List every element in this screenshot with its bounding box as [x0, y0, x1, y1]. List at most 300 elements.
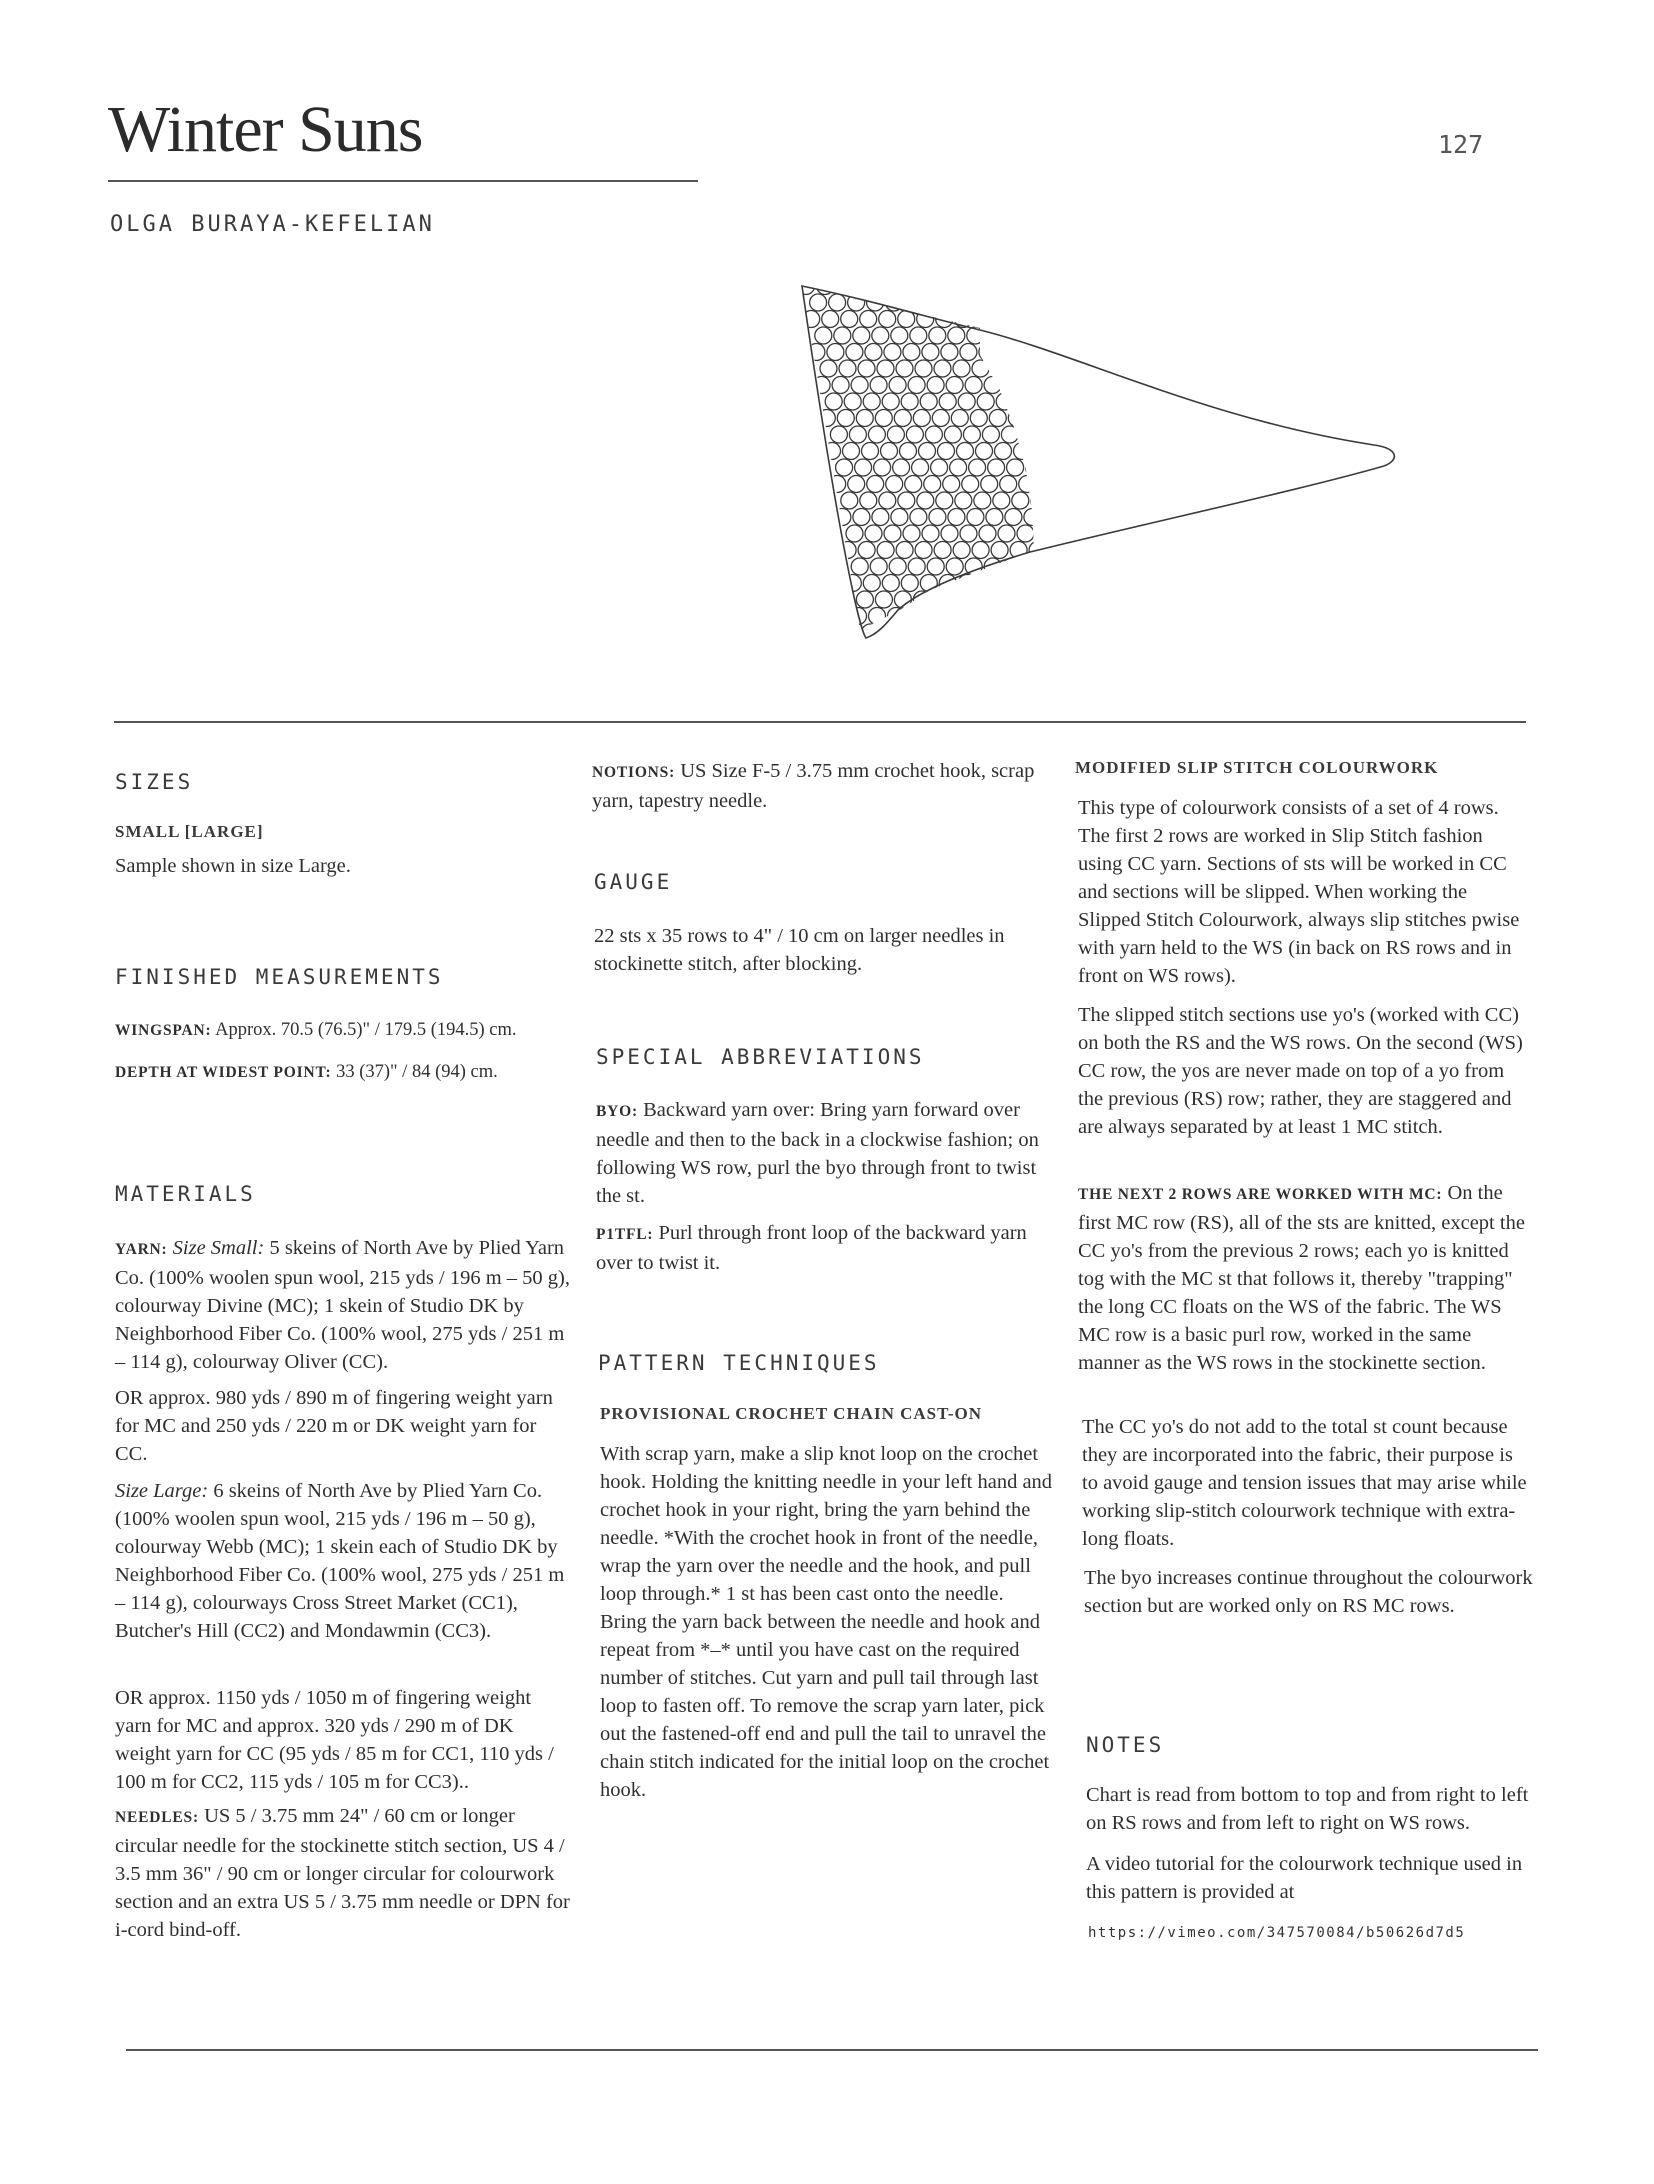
or-large-paragraph: OR approx. 1150 yds / 1050 m of fingering weight yarn for MC and approx. 320 yds / 290 m of DK weight yarn for CC (95 yds / 85 m for CC1, 110 yds / 100 m for CC2, 115 yds / 105 m for CC3)..	[115, 1687, 554, 1793]
dot	[853, 327, 870, 344]
dot	[976, 443, 993, 460]
colourwork-paragraph-1: This type of colourwork consists of a set of 4 rows. The first 2 rows are worked in Slip Stitch fashion using CC yarn. Sections of sts will be worked in CC and sections will be slipped. When working the Slipped Stitch Colourwork, always slip stitches pwise with yarn held to the WS (in back on RS rows and in front on WS rows).	[1078, 797, 1520, 987]
dot	[953, 360, 970, 377]
dot	[898, 311, 915, 328]
dot	[1103, 591, 1120, 608]
yarn-text: 5 skeins of North Ave by Plied Yarn Co. (100% woolen spun wool, 215 yds / 196 m – 50 g), colourway Divine (MC); 1 skein of Studio DK by Neighborhood Fiber Co. (100% wool, 275 yds / 251 m – 114 g), colourway Oliver (CC).	[115, 1237, 570, 1373]
dot	[1097, 608, 1114, 625]
dot	[1024, 327, 1041, 344]
dot	[1031, 492, 1048, 509]
dot	[1015, 575, 1032, 592]
dot	[1072, 393, 1089, 410]
dot	[1081, 509, 1098, 526]
dot	[1091, 575, 1108, 592]
pattern-techniques-heading: PATTERN TECHNIQUES	[598, 1351, 880, 1375]
dot	[868, 426, 885, 443]
byo-label: BYO:	[596, 1103, 638, 1120]
dot	[1046, 410, 1063, 427]
dot	[964, 608, 981, 625]
dot	[896, 542, 913, 559]
cast-on-text: With scrap yarn, make a slip knot loop on the crochet hook. Holding the knitting needle in your left hand and crochet hook in your right, bring the yarn behind the needle. *With the crochet hook in front of the needle, wrap the yarn over the needle and the hook, and pull loop through.* 1 st has been cast onto the needle. Bring the yarn back between the needle and hook and repeat from *–* until you have cast on the required number of stitches. Cut yarn and pull tail through last loop to fasten off. To remove the scrap yarn later, pick out the fastened-off end and pull the tail to unravel the chain stitch indicated for the initial loop on the crochet hook.	[600, 1443, 1053, 1801]
dot	[1055, 525, 1072, 542]
colourwork-paragraph-5: The byo increases continue throughout the colourwork section but are worked only on RS MC rows.	[1084, 1567, 1533, 1617]
dot	[1045, 278, 1062, 295]
dot	[1000, 294, 1017, 311]
dot	[1026, 278, 1043, 295]
dot	[1033, 624, 1050, 641]
dot	[955, 311, 972, 328]
dot	[1005, 509, 1022, 526]
dot	[960, 525, 977, 542]
dot	[976, 624, 993, 641]
dot	[889, 377, 906, 394]
page-title: Winter Suns	[108, 93, 423, 166]
dot	[1078, 608, 1095, 625]
dot	[929, 509, 946, 526]
p1tfl-paragraph	[596, 1219, 1051, 1277]
dot	[953, 542, 970, 559]
dot	[836, 278, 853, 295]
dot	[879, 311, 896, 328]
sizes-text: Sample shown in size Large.	[115, 855, 351, 877]
dot	[1014, 624, 1031, 641]
dot	[958, 575, 975, 592]
dot	[1059, 608, 1076, 625]
author-name: OLGA BURAYA-KEFELIAN	[110, 212, 435, 237]
dot	[891, 327, 908, 344]
dot	[969, 278, 986, 295]
dot	[1098, 558, 1115, 575]
dot	[995, 624, 1012, 641]
shawl-dot-pattern-icon	[780, 270, 1420, 650]
byo-text: Backward yarn over: Bring yarn forward over needle and then to the back in a clockwise fashion; on following WS row, purl the byo through front to twist the st.	[596, 1099, 1039, 1207]
dot	[1067, 542, 1084, 559]
dot	[920, 393, 937, 410]
dot	[1053, 393, 1070, 410]
dot	[917, 492, 934, 509]
dot	[1039, 426, 1056, 443]
dot	[991, 542, 1008, 559]
notes-paragraph-1: Chart is read from bottom to top and from right to left on RS rows and from left to right on WS rows.	[1086, 1784, 1529, 1834]
title-divider	[108, 180, 698, 182]
dot	[1027, 591, 1044, 608]
dot	[882, 575, 899, 592]
dot	[1077, 426, 1094, 443]
dot	[870, 377, 887, 394]
dot	[979, 525, 996, 542]
dot	[938, 624, 955, 641]
dot	[872, 327, 889, 344]
dot	[1010, 360, 1027, 377]
depth-value: 33 (37)" / 84 (94) cm.	[336, 1062, 498, 1082]
dot	[863, 575, 880, 592]
dot	[1019, 476, 1036, 493]
dot	[1065, 410, 1082, 427]
dot	[988, 459, 1005, 476]
dot	[1071, 443, 1088, 460]
dot	[1015, 393, 1032, 410]
dot	[1050, 311, 1067, 328]
dot	[900, 624, 917, 641]
dot	[1057, 294, 1074, 311]
dot	[993, 492, 1010, 509]
dot	[1024, 509, 1041, 526]
dot	[894, 410, 911, 427]
dot	[1052, 443, 1069, 460]
dot	[875, 591, 892, 608]
dot	[977, 393, 994, 410]
dot	[1069, 492, 1086, 509]
dot	[901, 393, 918, 410]
dot	[965, 377, 982, 394]
page-number: 127	[1438, 130, 1484, 159]
mc-rows-paragraph	[1078, 1179, 1528, 1377]
depth-label: DEPTH AT WIDEST POINT:	[115, 1064, 332, 1081]
dot	[948, 327, 965, 344]
dot	[1033, 443, 1050, 460]
size-large-text: 6 skeins of North Ave by Plied Yarn Co. (100% woolen spun wool, 215 yds / 196 m – 50 g), colourway Webb (MC); 1 skein each of Studio DK by Neighborhood Fiber Co. (100% wool, 275 yds / 251 m – 114 g), colourways Cross Street Market (CC1), Butcher's Hill (CC2) and Mondawmin (CC3).	[115, 1480, 565, 1642]
dot	[1036, 525, 1053, 542]
wingspan-line	[115, 1016, 585, 1045]
dot	[851, 558, 868, 575]
depth-line	[115, 1058, 585, 1087]
dot	[1079, 558, 1096, 575]
wingspan-label: WINGSPAN:	[115, 1022, 212, 1039]
dot	[1052, 624, 1069, 641]
dot	[989, 410, 1006, 427]
dot	[841, 311, 858, 328]
dot	[1072, 575, 1089, 592]
dot	[967, 509, 984, 526]
dot	[1022, 377, 1039, 394]
dot	[915, 360, 932, 377]
dot	[851, 377, 868, 394]
dot	[962, 476, 979, 493]
dot	[884, 525, 901, 542]
dot	[891, 509, 908, 526]
dot	[974, 492, 991, 509]
dot	[1048, 360, 1065, 377]
dot	[998, 525, 1015, 542]
dot	[1088, 492, 1105, 509]
dot	[1083, 459, 1100, 476]
dot	[839, 542, 856, 559]
dot	[988, 278, 1005, 295]
dot	[958, 393, 975, 410]
dot	[936, 492, 953, 509]
dot	[993, 311, 1010, 328]
dot	[995, 443, 1012, 460]
dot	[1053, 575, 1070, 592]
dot	[872, 509, 889, 526]
dot	[938, 443, 955, 460]
dot	[882, 393, 899, 410]
dot	[1034, 393, 1051, 410]
dot	[865, 525, 882, 542]
dot	[951, 591, 968, 608]
dot	[1086, 542, 1103, 559]
dot	[943, 294, 960, 311]
dot	[957, 443, 974, 460]
p1tfl-label: P1TFL:	[596, 1226, 654, 1243]
dot	[1060, 558, 1077, 575]
finished-measurements-heading: FINISHED MEASUREMENTS	[115, 965, 444, 989]
dot	[1043, 509, 1060, 526]
dot	[877, 360, 894, 377]
dot	[798, 278, 815, 295]
dot	[932, 591, 949, 608]
dot	[1076, 476, 1093, 493]
dot	[903, 344, 920, 361]
dot	[858, 542, 875, 559]
needles-paragraph	[115, 1802, 570, 1944]
dot	[860, 492, 877, 509]
dot	[1057, 476, 1074, 493]
dot	[1008, 591, 1025, 608]
dot	[1021, 608, 1038, 625]
footer-divider	[126, 2049, 1538, 2051]
sizes-label: SMALL [LARGE]	[115, 822, 264, 841]
dot	[945, 608, 962, 625]
dot	[875, 410, 892, 427]
dot	[931, 459, 948, 476]
dot	[903, 525, 920, 542]
dot	[1050, 492, 1067, 509]
dot	[815, 327, 832, 344]
dot	[996, 575, 1013, 592]
mc-rows-text: On the first MC row (RS), all of the sts are knitted, except the CC yo's from the previous 2 rows; each yo is knitted tog with the MC st that follows it, thereby "trapping" the long CC floats on the WS of the fabric. The WS MC row is a basic purl row, worked in the same manner as the WS rows in the stockinette section.	[1078, 1182, 1525, 1374]
dot	[979, 344, 996, 361]
gauge-text: 22 sts x 35 rows to 4" / 10 cm on larger needles in stockinette stitch, after blocking.	[594, 925, 1005, 975]
dot	[865, 344, 882, 361]
dot	[1034, 575, 1051, 592]
dot	[1041, 558, 1058, 575]
dot	[855, 278, 872, 295]
dot	[1040, 608, 1057, 625]
dot	[929, 327, 946, 344]
dot	[893, 278, 910, 295]
dot	[950, 459, 967, 476]
dot	[832, 377, 849, 394]
dot	[841, 492, 858, 509]
dot	[856, 591, 873, 608]
dot	[881, 443, 898, 460]
cast-on-heading: PROVISIONAL CROCHET CHAIN CAST-ON	[600, 1404, 983, 1423]
dot	[879, 492, 896, 509]
dot	[972, 542, 989, 559]
dot	[908, 377, 925, 394]
dot	[924, 294, 941, 311]
dot	[989, 591, 1006, 608]
dot	[1020, 426, 1037, 443]
dot	[869, 608, 886, 625]
dot	[1062, 509, 1079, 526]
dot	[1003, 377, 1020, 394]
dot	[922, 344, 939, 361]
dot	[901, 575, 918, 592]
dot	[963, 426, 980, 443]
notes-paragraph-2: A video tutorial for the colourwork technique used in this pattern is provided at	[1086, 1853, 1523, 1903]
dot	[1001, 426, 1018, 443]
dot	[1062, 327, 1079, 344]
dot	[886, 476, 903, 493]
dot	[896, 360, 913, 377]
dot	[887, 426, 904, 443]
video-url-link[interactable]: https://vimeo.com/347570084/b50626d7d5	[1088, 1925, 1466, 1941]
dot	[1014, 443, 1031, 460]
size-large-paragraph	[115, 1477, 570, 1645]
dot	[1007, 278, 1024, 295]
dot	[1058, 426, 1075, 443]
dot	[925, 426, 942, 443]
dot	[1012, 492, 1029, 509]
dot	[984, 377, 1001, 394]
dot	[943, 476, 960, 493]
sizes-heading: SIZES	[115, 770, 194, 794]
dot	[919, 443, 936, 460]
dot	[830, 426, 847, 443]
dot	[981, 476, 998, 493]
dot	[856, 410, 873, 427]
dot	[900, 443, 917, 460]
dot	[983, 608, 1000, 625]
dot	[849, 426, 866, 443]
dot	[970, 410, 987, 427]
dot	[913, 410, 930, 427]
dot	[905, 476, 922, 493]
dot	[986, 509, 1003, 526]
dot	[907, 608, 924, 625]
yarn-size-small: Size Small:	[172, 1237, 265, 1259]
dot	[843, 443, 860, 460]
notions-label: NOTIONS:	[592, 764, 676, 781]
dot	[931, 278, 948, 295]
dot	[998, 344, 1015, 361]
dot	[870, 558, 887, 575]
dot	[1038, 476, 1055, 493]
dot	[955, 492, 972, 509]
dot	[1041, 377, 1058, 394]
dot	[1000, 476, 1017, 493]
dot	[946, 558, 963, 575]
dot	[846, 344, 863, 361]
dot	[884, 344, 901, 361]
dot	[1017, 525, 1034, 542]
dot	[893, 459, 910, 476]
notions-text: US Size F-5 / 3.75 mm crochet hook, scrap yarn, tapestry needle.	[592, 760, 1035, 812]
dot	[981, 294, 998, 311]
dot	[927, 558, 944, 575]
special-abbreviations-heading: SPECIAL ABBREVIATIONS	[596, 1045, 925, 1069]
dot	[934, 542, 951, 559]
dot	[912, 278, 929, 295]
dot	[905, 294, 922, 311]
dot	[1026, 459, 1043, 476]
dot	[910, 509, 927, 526]
dot	[948, 509, 965, 526]
dot	[836, 459, 853, 476]
needles-label: NEEDLES:	[115, 1809, 199, 1826]
dot	[1031, 311, 1048, 328]
dot	[917, 311, 934, 328]
dot	[941, 525, 958, 542]
dot	[867, 476, 884, 493]
dot	[957, 624, 974, 641]
dot	[1065, 591, 1082, 608]
dot	[1029, 360, 1046, 377]
dot	[1090, 624, 1107, 641]
section-divider	[114, 721, 1526, 723]
dot	[926, 608, 943, 625]
dot	[860, 311, 877, 328]
dot	[1007, 459, 1024, 476]
dot	[910, 327, 927, 344]
dot	[863, 393, 880, 410]
dot	[827, 344, 844, 361]
dot	[1038, 294, 1055, 311]
materials-heading: MATERIALS	[115, 1182, 256, 1206]
dot	[874, 278, 891, 295]
dot	[969, 459, 986, 476]
wingspan-value: Approx. 70.5 (76.5)" / 179.5 (194.5) cm.	[215, 1020, 517, 1040]
byo-paragraph	[596, 1096, 1051, 1210]
dot	[829, 294, 846, 311]
dot	[888, 608, 905, 625]
dot	[1022, 558, 1039, 575]
or-small-paragraph: OR approx. 980 yds / 890 m of fingering weight yarn for MC and 250 yds / 220 m or DK weight yarn for CC.	[115, 1387, 553, 1465]
dot	[906, 426, 923, 443]
dot	[924, 476, 941, 493]
dot	[912, 459, 929, 476]
dot	[837, 410, 854, 427]
dot	[932, 410, 949, 427]
p1tfl-text: Purl through front loop of the backward yarn over to twist it.	[596, 1222, 1027, 1274]
dot	[934, 360, 951, 377]
dot	[982, 426, 999, 443]
dot	[970, 591, 987, 608]
dot	[1060, 377, 1077, 394]
dot	[822, 311, 839, 328]
dot	[877, 542, 894, 559]
dot	[962, 294, 979, 311]
dot	[825, 393, 842, 410]
yarn-label: YARN:	[115, 1241, 168, 1258]
dot	[941, 344, 958, 361]
needles-text: US 5 / 3.75 mm 24" / 60 cm or longer circular needle for the stockinette stitch section, US 4 / 3.5 mm 36" / 90 cm or longer circular for colourwork section and an extra US 5 / 3.75 mm needle or DPN for i-cord bind-off.	[115, 1805, 570, 1941]
dot	[848, 476, 865, 493]
dot	[996, 393, 1013, 410]
dot	[920, 575, 937, 592]
dot	[919, 624, 936, 641]
dot	[1064, 459, 1081, 476]
dot	[855, 459, 872, 476]
dot	[1012, 311, 1029, 328]
dot	[915, 542, 932, 559]
size-large-label: Size Large:	[115, 1480, 209, 1502]
dot	[874, 459, 891, 476]
dot	[977, 575, 994, 592]
dot	[908, 558, 925, 575]
dot	[974, 311, 991, 328]
dot	[889, 558, 906, 575]
dot	[1027, 410, 1044, 427]
notes-heading: NOTES	[1086, 1733, 1165, 1757]
dot	[1008, 410, 1025, 427]
dot	[972, 360, 989, 377]
dot	[960, 344, 977, 361]
dot	[1084, 591, 1101, 608]
dot	[862, 443, 879, 460]
